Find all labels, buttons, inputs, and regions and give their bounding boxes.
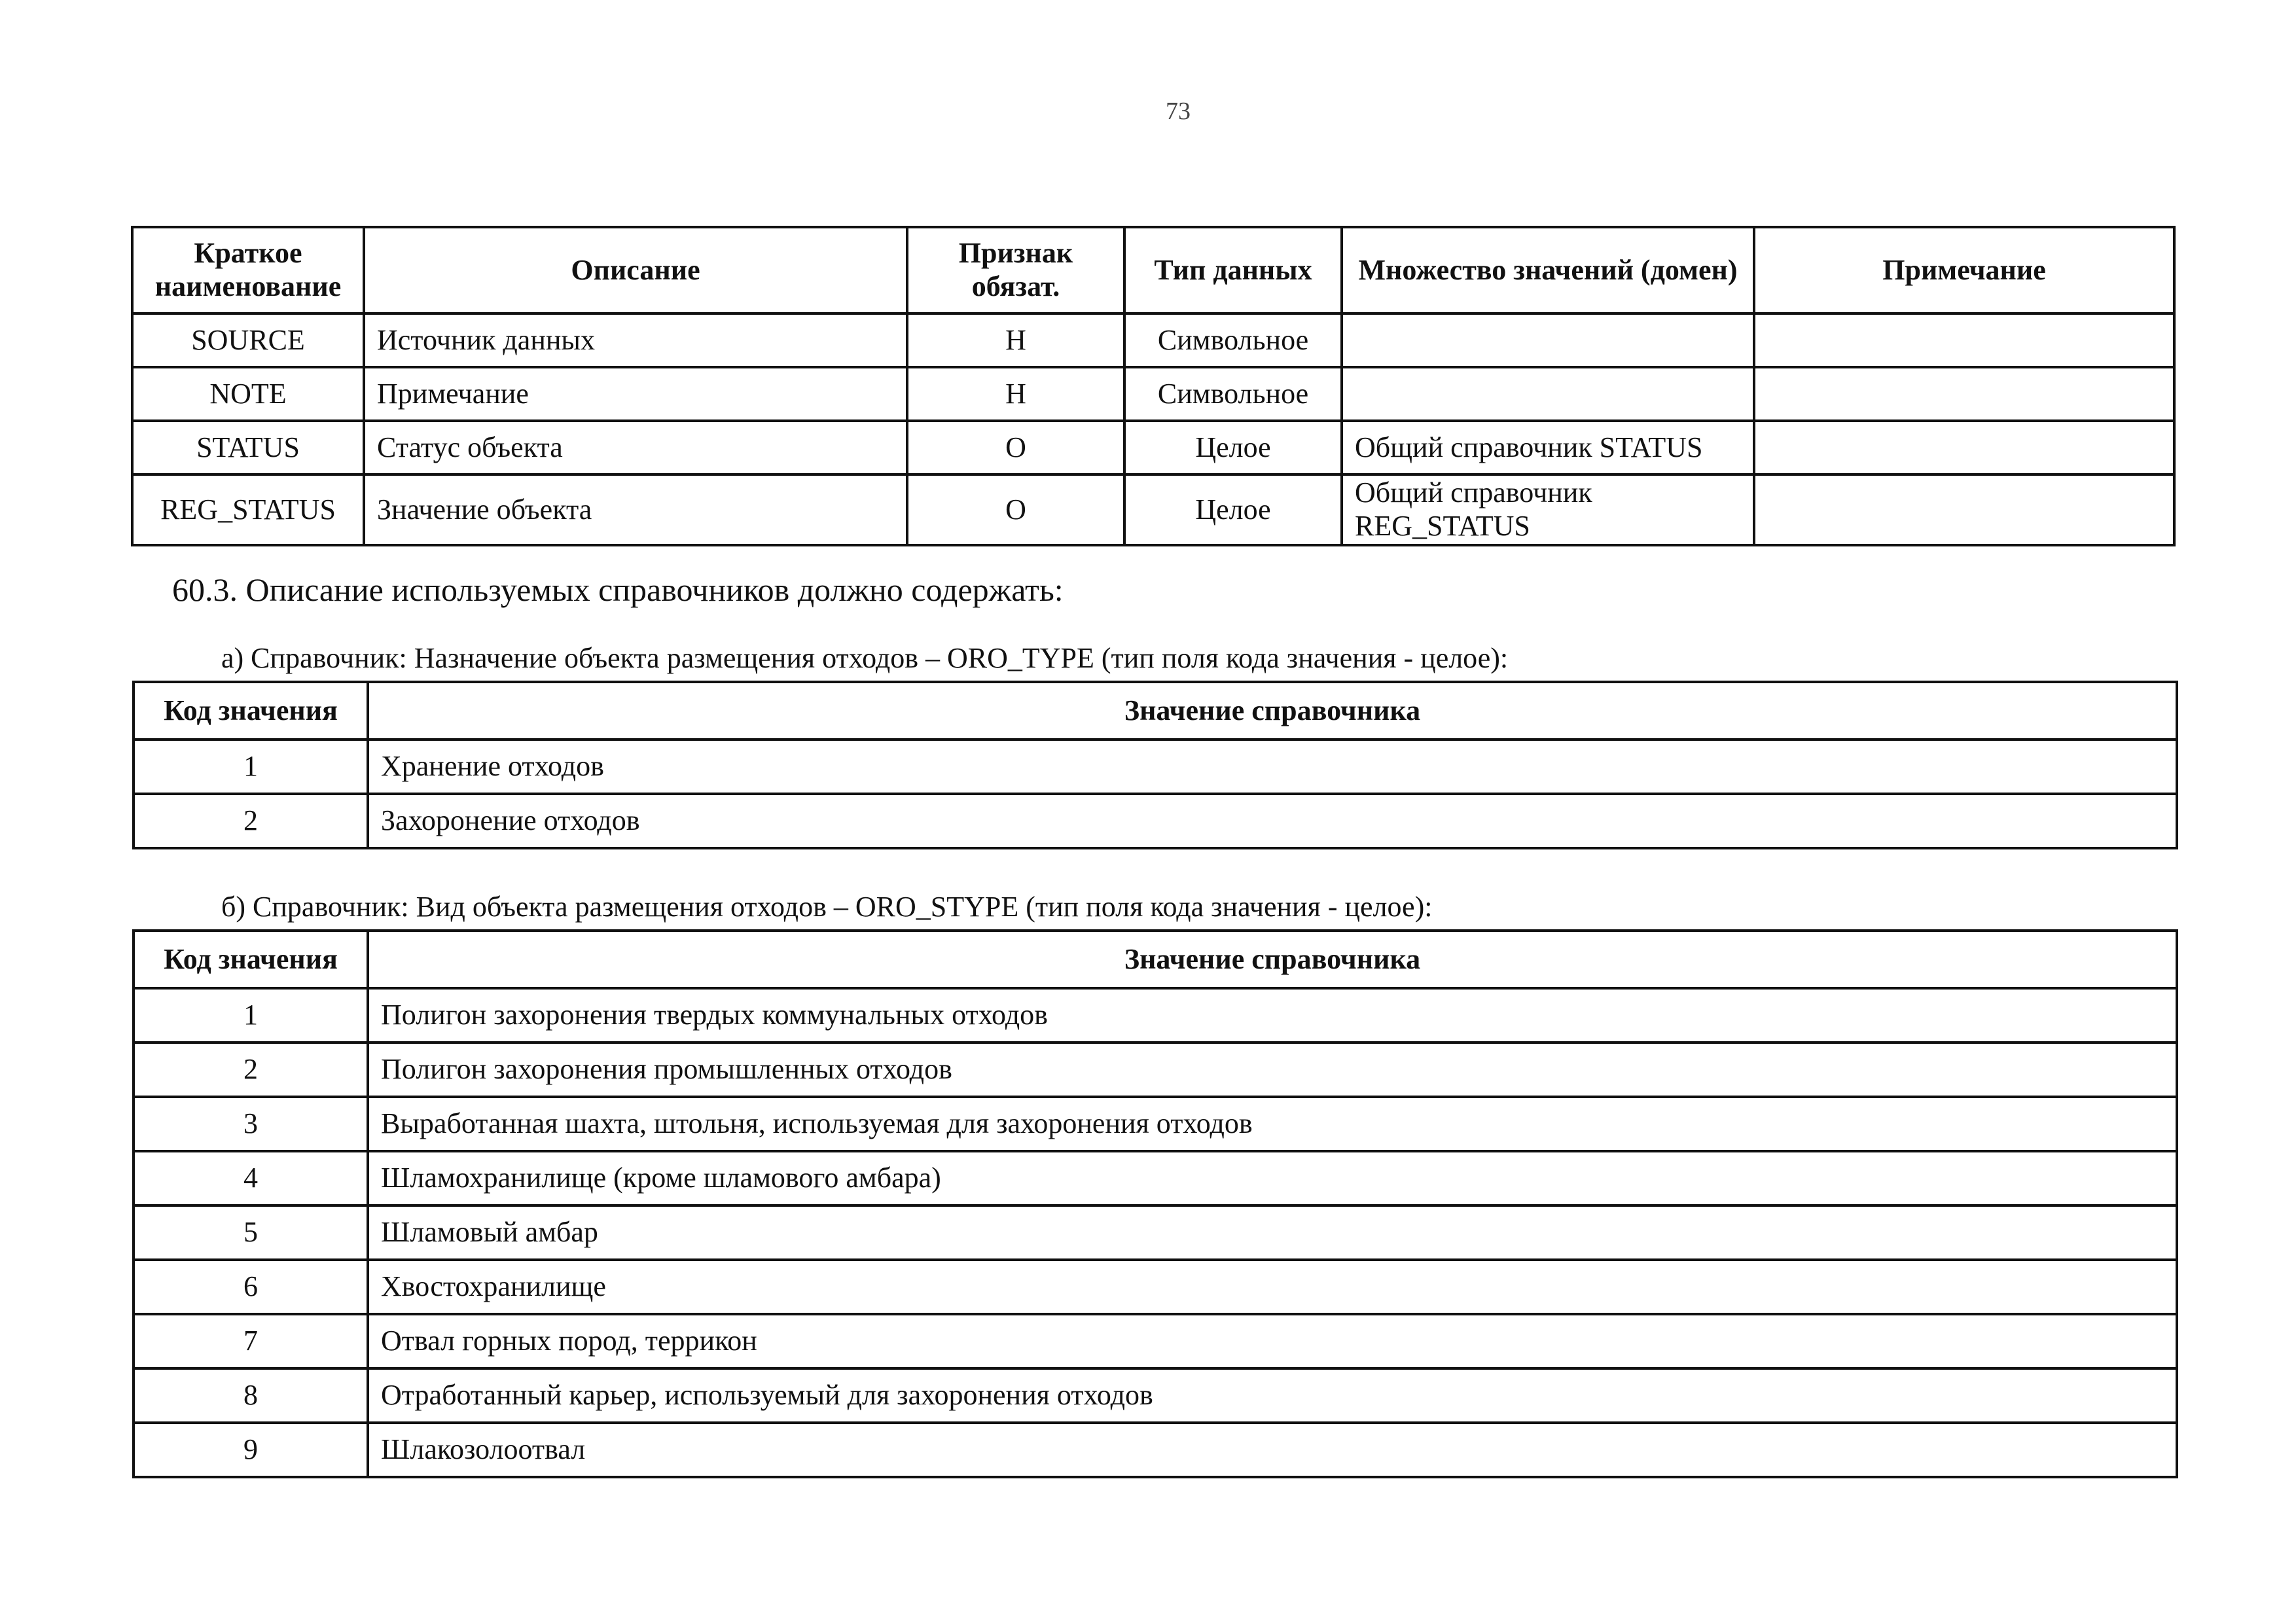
cell-data-type: Целое — [1124, 474, 1342, 545]
table-row — [132, 421, 2174, 474]
cell-value: Отработанный карьер, используемый для захоронения отходов — [368, 1368, 2177, 1423]
table-row — [134, 988, 2177, 1043]
col-header-domain: Множество значений (домен) — [1342, 227, 1754, 313]
cell-value: Хранение отходов — [368, 740, 2177, 794]
table-row — [132, 474, 2174, 545]
table-row — [134, 1314, 2177, 1368]
col-header-code: Код значения — [134, 682, 368, 740]
cell-required: Н — [907, 367, 1124, 421]
cell-short-name: STATUS — [132, 421, 364, 474]
table-row — [134, 1423, 2177, 1477]
table-row — [132, 367, 2174, 421]
cell-note — [1754, 313, 2174, 367]
page-number: 73 — [1166, 98, 1191, 125]
table-header-row — [132, 227, 2174, 313]
cell-data-type: Целое — [1124, 421, 1342, 474]
cell-required: Н — [907, 313, 1124, 367]
cell-short-name: SOURCE — [132, 313, 364, 367]
cell-code: 1 — [134, 740, 368, 794]
cell-code: 7 — [134, 1314, 368, 1368]
cell-domain — [1342, 367, 1754, 421]
cell-code: 8 — [134, 1368, 368, 1423]
cell-code: 2 — [134, 1043, 368, 1097]
cell-value: Шлакозолоотвал — [368, 1423, 2177, 1477]
cell-code: 5 — [134, 1205, 368, 1260]
cell-note — [1754, 421, 2174, 474]
cell-domain — [1342, 313, 1754, 367]
cell-value: Полигон захоронения промышленных отходов — [368, 1043, 2177, 1097]
table-row — [134, 1043, 2177, 1097]
col-header-note: Примечание — [1754, 227, 2174, 313]
table-header-row — [134, 931, 2177, 988]
table-row — [134, 1205, 2177, 1260]
cell-note — [1754, 474, 2174, 545]
cell-description: Источник данных — [364, 313, 907, 367]
cell-required: О — [907, 474, 1124, 545]
cell-value: Полигон захоронения твердых коммунальных отходов — [368, 988, 2177, 1043]
cell-value: Шламовый амбар — [368, 1205, 2177, 1260]
table-row — [134, 1368, 2177, 1423]
col-header-required: Признак обязат. — [907, 227, 1124, 313]
cell-code: 3 — [134, 1097, 368, 1151]
attributes-table — [131, 226, 2176, 546]
table-row — [132, 313, 2174, 367]
dictionary-a-table — [132, 681, 2178, 849]
col-header-description: Описание — [364, 227, 907, 313]
cell-domain: Общий справочник REG_STATUS — [1342, 474, 1754, 545]
col-header-short-name: Краткое наименование — [132, 227, 364, 313]
cell-note — [1754, 367, 2174, 421]
cell-short-name: NOTE — [132, 367, 364, 421]
cell-value: Хвостохранилище — [368, 1260, 2177, 1314]
cell-data-type: Символьное — [1124, 367, 1342, 421]
cell-code: 6 — [134, 1260, 368, 1314]
col-header-code: Код значения — [134, 931, 368, 988]
table-row — [134, 1151, 2177, 1205]
section-paragraph: 60.3. Описание используемых справочников должно содержать: — [172, 571, 1064, 608]
table-row — [134, 1097, 2177, 1151]
cell-description: Примечание — [364, 367, 907, 421]
cell-code: 1 — [134, 988, 368, 1043]
cell-short-name: REG_STATUS — [132, 474, 364, 545]
col-header-value: Значение справочника — [368, 682, 2177, 740]
cell-data-type: Символьное — [1124, 313, 1342, 367]
cell-value: Шламохранилище (кроме шламового амбара) — [368, 1151, 2177, 1205]
col-header-data-type: Тип данных — [1124, 227, 1342, 313]
cell-required: О — [907, 421, 1124, 474]
dictionary-a-caption: а) Справочник: Назначение объекта размещения отходов – ORO_TYPE (тип поля кода значения - целое): — [221, 642, 1509, 674]
dictionary-b-table — [132, 929, 2178, 1478]
cell-value: Захоронение отходов — [368, 794, 2177, 848]
table-row — [134, 794, 2177, 848]
cell-value: Отвал горных пород, террикон — [368, 1314, 2177, 1368]
cell-value: Выработанная шахта, штольня, используемая для захоронения отходов — [368, 1097, 2177, 1151]
table-row — [134, 740, 2177, 794]
cell-code: 4 — [134, 1151, 368, 1205]
col-header-value: Значение справочника — [368, 931, 2177, 988]
table-row — [134, 1260, 2177, 1314]
cell-description: Статус объекта — [364, 421, 907, 474]
table-header-row — [134, 682, 2177, 740]
cell-domain: Общий справочник STATUS — [1342, 421, 1754, 474]
cell-code: 2 — [134, 794, 368, 848]
dictionary-b-caption: б) Справочник: Вид объекта размещения отходов – ORO_STYPE (тип поля кода значения - целое): — [221, 891, 1433, 923]
cell-description: Значение объекта — [364, 474, 907, 545]
cell-code: 9 — [134, 1423, 368, 1477]
